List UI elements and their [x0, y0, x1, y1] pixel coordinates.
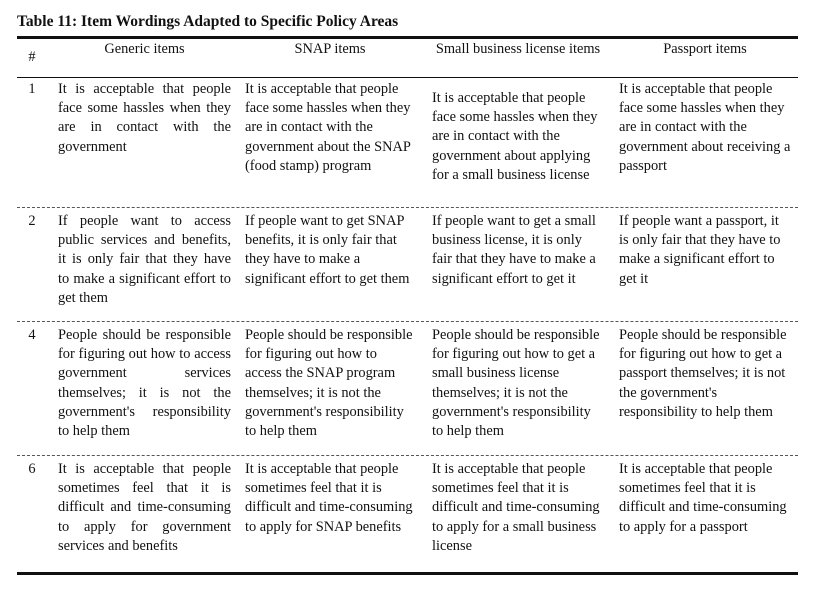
row-4-generic: People should be responsible for figuring out how to access government services themselves; it is not the government's responsibility to help them — [58, 327, 231, 440]
header-passport-items: Passport items — [663, 41, 747, 57]
row-4-passport: People should be responsible for figuring out how to get a passport themselves; it is not the government's responsibility to help them — [619, 327, 787, 420]
row-6-generic: It is acceptable that people sometimes feel that it is difficult and time-consuming to apply for government services and benefits — [58, 461, 231, 554]
header-snap-items: SNAP items — [294, 41, 366, 57]
row-1-generic: It is acceptable that people face some hassles when they are in contact with the government — [58, 81, 231, 155]
row-2-snap: If people want to get SNAP benefits, it is only fair that they have to make a significant effort to get them — [245, 213, 410, 287]
top-rule — [17, 36, 798, 39]
row-divider — [17, 207, 798, 208]
header-number: # — [28, 49, 36, 65]
row-2-generic: If people want to access public services and benefits, it is only fair that they have to make a significant effort to get them — [58, 213, 231, 306]
row-6-business: It is acceptable that people sometimes feel that it is difficult and time-consuming to apply for a small business license — [432, 461, 600, 554]
row-1-number: 1 — [28, 81, 36, 97]
header-rule — [17, 77, 798, 78]
bottom-rule — [17, 572, 798, 575]
row-2-passport: If people want a passport, it is only fair that they have to make a significant effort to get it — [619, 213, 781, 287]
row-4-snap: People should be responsible for figuring out how to access the SNAP program themselves; it is not the government's responsibility to help them — [245, 327, 413, 440]
row-divider — [17, 321, 798, 322]
table-caption: Table 11: Item Wordings Adapted to Specific Policy Areas — [17, 13, 399, 30]
row-4-number: 4 — [28, 327, 36, 343]
header-generic-items: Generic items — [104, 41, 185, 57]
row-6-snap: It is acceptable that people sometimes feel that it is difficult and time-consuming to apply for SNAP benefits — [245, 461, 413, 535]
row-6-passport: It is acceptable that people sometimes feel that it is difficult and time-consuming to apply for a passport — [619, 461, 787, 535]
header-small-business-items: Small business license items — [435, 41, 601, 57]
row-1-snap: It is acceptable that people face some hassles when they are in contact with the government about the SNAP (food stamp) program — [245, 81, 411, 174]
row-6-number: 6 — [28, 461, 36, 477]
row-2-number: 2 — [28, 213, 36, 229]
row-4-business: People should be responsible for figuring out how to get a small business license themselves; it is not the government's responsibility to help them — [432, 327, 600, 440]
row-divider — [17, 455, 798, 456]
row-2-business: If people want to get a small business license, it is only fair that they have to make a significant effort to get it — [432, 213, 596, 287]
row-1-business: It is acceptable that people face some hassles when they are in contact with the government about applying for a small business license — [432, 90, 598, 183]
row-1-passport: It is acceptable that people face some hassles when they are in contact with the government about receiving a passport — [619, 81, 791, 174]
